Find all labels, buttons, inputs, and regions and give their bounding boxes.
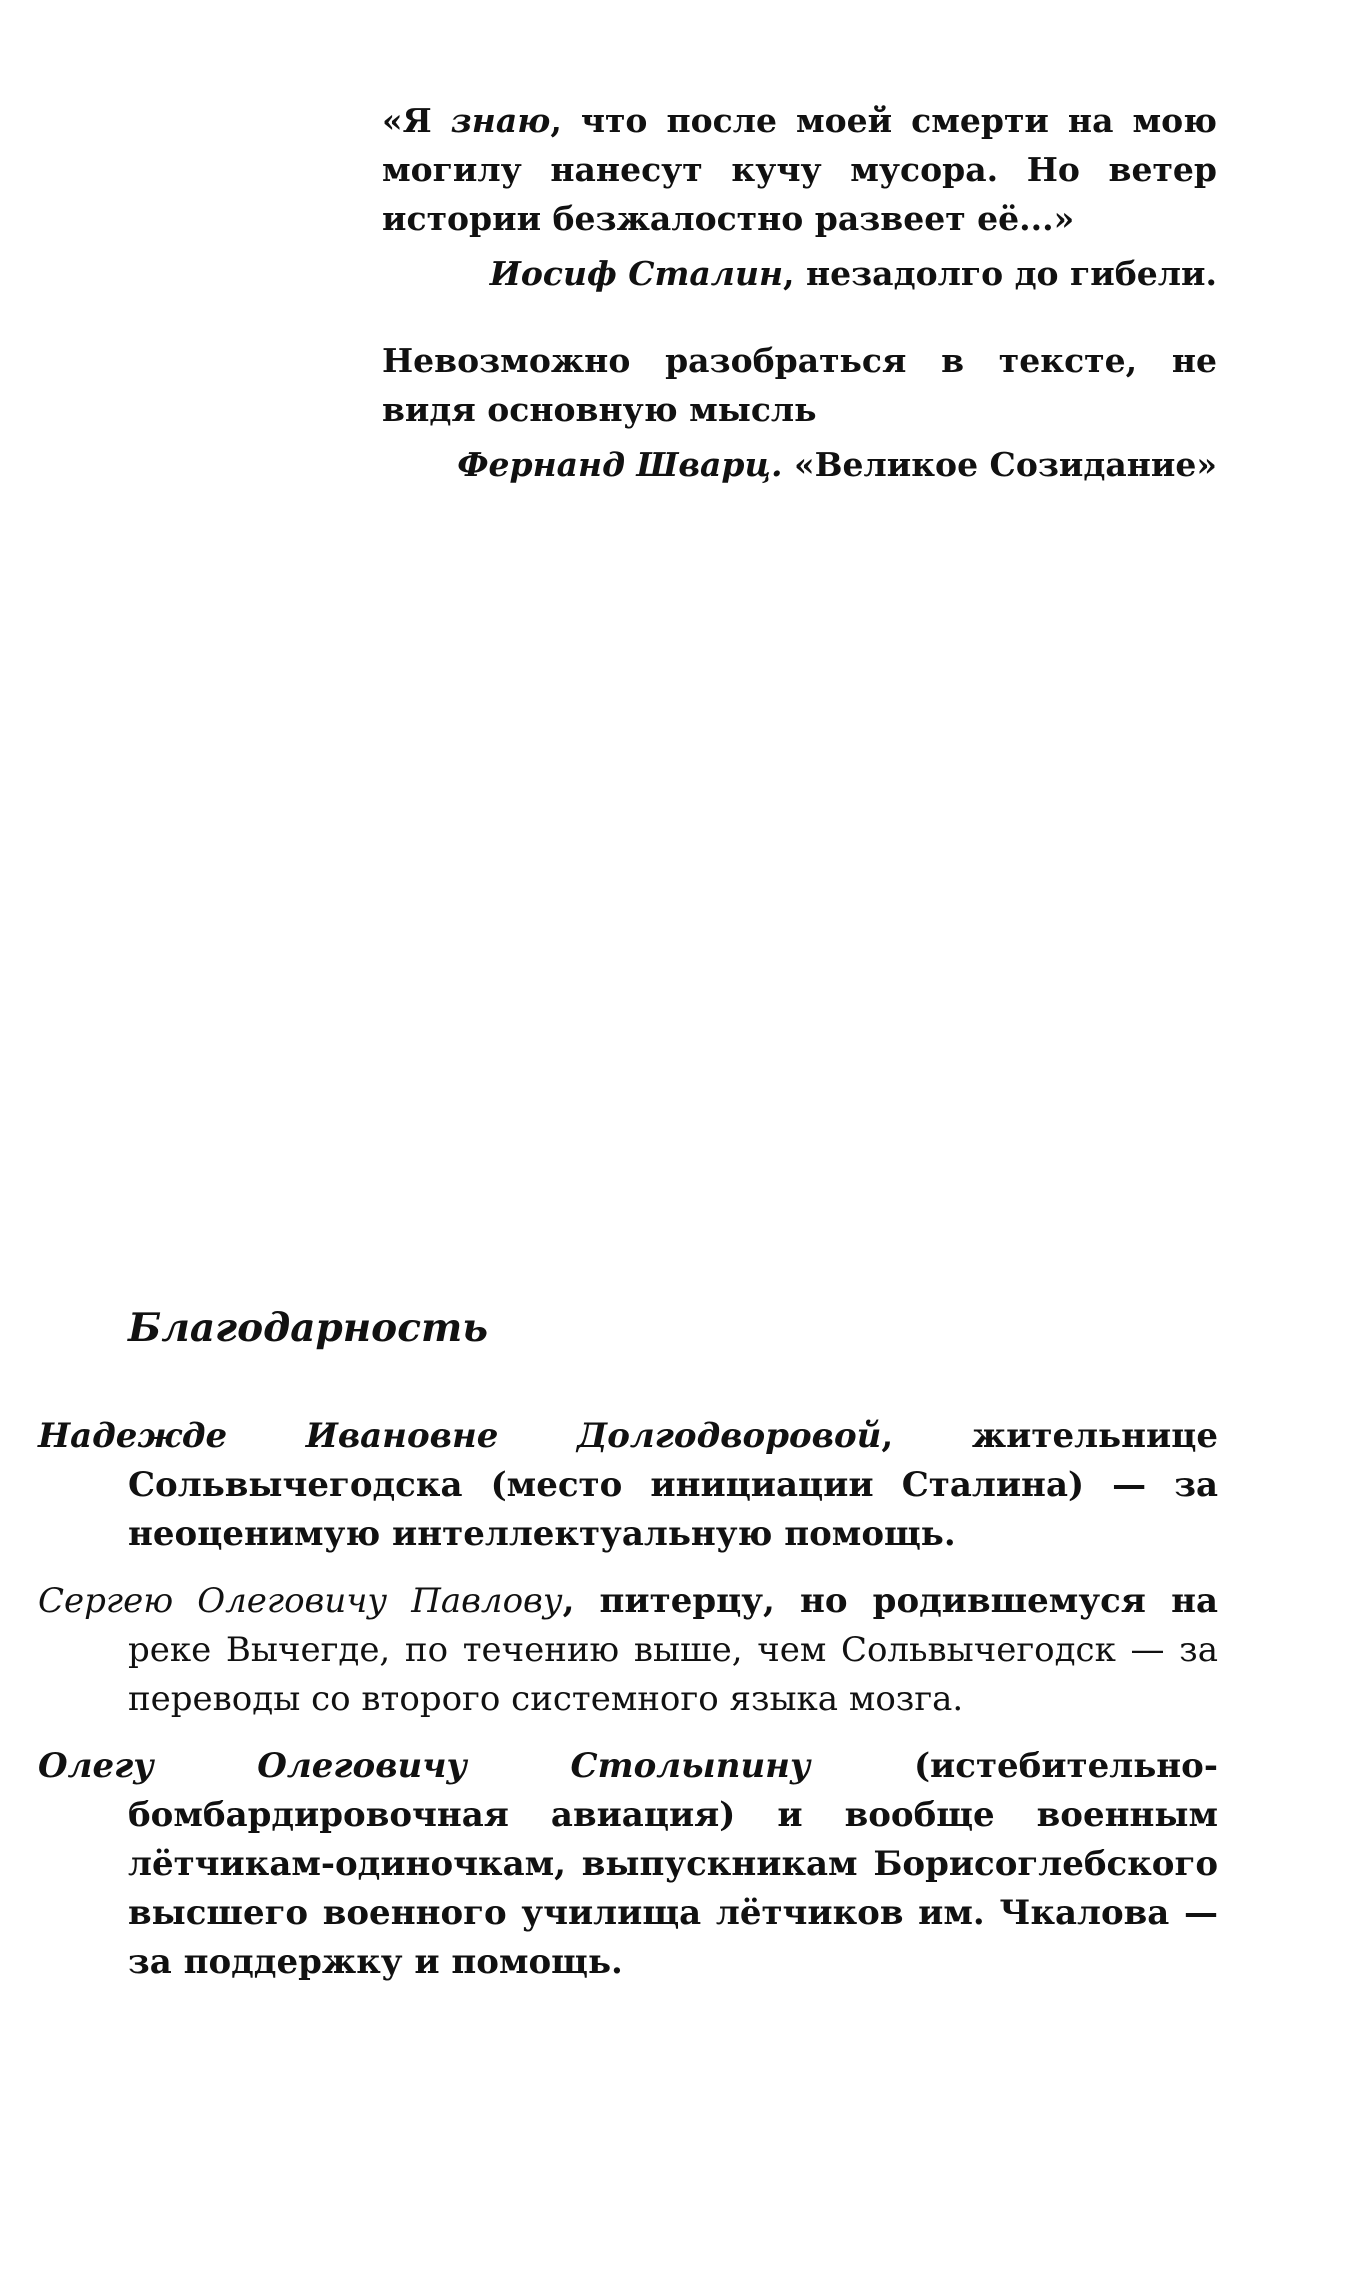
acknowledgements-heading: Благодарность	[128, 1305, 488, 1351]
epigraph-quote: Невозможно разобраться в тексте, не видя основную мысль	[382, 341, 1217, 429]
ack-text: реке Вычегде, по течению выше, чем Сольвычегодск — за переводы со второго системного языка мозга.	[128, 1630, 1218, 1719]
epigraph-attribution	[382, 249, 1217, 298]
epigraph-author: Иосиф Сталин	[489, 254, 783, 293]
epigraph-schwarz	[382, 336, 1217, 489]
acknowledgements-list	[38, 1412, 1218, 2005]
epigraph-author: Фернанд Шварц.	[457, 445, 783, 484]
ack-name: Надежде Ивановне Долгодворовой	[38, 1416, 882, 1456]
ack-text-bold: , питерцу, но родившемуся на	[562, 1581, 1218, 1621]
ack-name: Сергею Олеговичу Павлову	[38, 1581, 563, 1621]
epigraph-attribution	[382, 440, 1217, 489]
epigraph-source: «Великое Созидание»	[782, 445, 1217, 484]
quote-emphasis: знаю	[450, 101, 551, 140]
ack-text: , жительнице Сольвычегодска (место инициации Сталина) — за неоценимую интеллектуальную помощь.	[128, 1416, 1218, 1554]
quote-rest: , что после моей смерти на мою могилу нанесут кучу мусора. Но ветер истории безжалостно развеет её...»	[382, 101, 1217, 238]
ack-name: Олегу Олеговичу Столыпину	[38, 1746, 811, 1786]
ack-entry	[38, 1742, 1218, 1987]
ack-text: (истебительно-бомбардировочная авиация) и вообще военным лётчикам-одиночкам, выпускникам Борисоглебского высшего военного училища лётчиков им. Чкалова — за поддержку и помощь.	[128, 1746, 1218, 1982]
ack-entry	[38, 1577, 1218, 1724]
quote-open: «Я	[382, 101, 451, 140]
epigraph-quote	[382, 96, 1217, 243]
epigraph-stalin	[382, 96, 1217, 298]
ack-entry	[38, 1412, 1218, 1559]
epigraph-note: , незадолго до гибели.	[783, 254, 1217, 293]
